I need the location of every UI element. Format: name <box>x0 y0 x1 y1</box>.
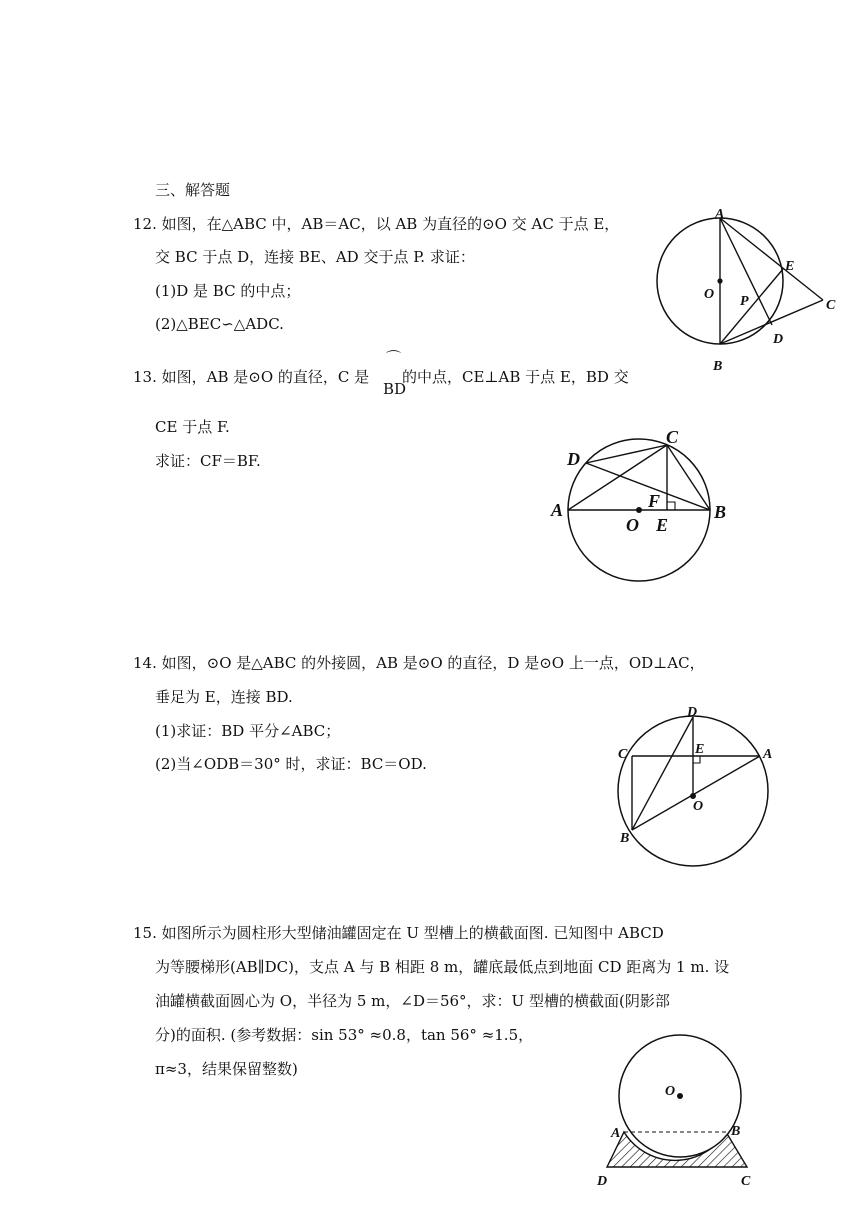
fig14-label-a: A <box>763 747 773 762</box>
fig14-label-d: D <box>687 705 698 720</box>
problem-14-line-1: 14. 如图，⊙O 是△ABC 的外接圆，AB 是⊙O 的直径，D 是⊙O 上一点，OD⊥AC， <box>133 654 705 672</box>
fig14-label-e: E <box>695 742 705 757</box>
fig15-label-c: C <box>741 1174 751 1189</box>
fig14-label-c: C <box>618 747 628 762</box>
fig12-label-c: C <box>826 298 836 313</box>
problem-13-line-2: CE 于点 F. <box>155 418 230 436</box>
problem-15-line-2: 为等腰梯形(AB∥DC)，支点 A 与 B 相距 8 m，罐底最低点到地面 CD 距离为 1 m. 设 <box>155 958 730 976</box>
fig13-label-b: B <box>714 502 727 522</box>
fig12-label-d: D <box>773 332 784 347</box>
fig15-label-b: B <box>731 1124 741 1139</box>
fig13-label-a: A <box>551 500 564 520</box>
problem-15-figure <box>585 1025 785 1199</box>
problem-13-line-1-start: 13. 如图，AB 是⊙O 的直径，C 是 <box>133 368 370 386</box>
problem-14-line-2: 垂足为 E，连接 BD. <box>155 688 293 706</box>
problem-15-line-5: π≈3，结果保留整数) <box>155 1060 298 1078</box>
fig13-label-o: O <box>626 515 639 535</box>
fig14-label-o: O <box>693 799 704 814</box>
problem-13-line-1-end: 的中点，CE⊥AB 于点 E，BD 交 <box>402 368 629 386</box>
problem-15-line-3: 油罐横截面圆心为 O，半径为 5 m，∠D＝56°，求：U 型槽的横截面(阴影部 <box>155 992 670 1010</box>
fig12-label-a: A <box>715 207 725 222</box>
problem-12-line-2: 交 BC 于点 D，连接 BE、AD 交于点 P. 求证： <box>155 248 475 266</box>
fig15-label-o: O <box>665 1084 676 1099</box>
fig14-label-b: B <box>620 831 630 846</box>
arc-symbol: ⌒ <box>386 349 402 367</box>
fig13-label-e: E <box>656 515 669 535</box>
fig15-label-a: A <box>611 1126 621 1141</box>
fig13-label-d: D <box>567 449 580 469</box>
fig12-label-o: O <box>704 287 715 302</box>
problem-14-figure <box>608 700 788 879</box>
fig15-label-d: D <box>597 1174 608 1189</box>
arc-label-bd: BD <box>383 380 407 398</box>
fig13-label-c: C <box>666 427 679 447</box>
fig13-label-f: F <box>648 491 661 511</box>
problem-13-line-3: 求证：CF＝BF. <box>155 452 261 470</box>
problem-14-line-3: (1)求证：BD 平分∠ABC； <box>155 722 341 740</box>
section-title: 三、解答题 <box>155 181 231 199</box>
problem-12-line-3: (1)D 是 BC 的中点； <box>155 282 301 300</box>
problem-12-line-1: 12. 如图，在△ABC 中，AB＝AC，以 AB 为直径的⊙O 交 AC 于点 E， <box>133 215 620 233</box>
problem-14-line-4: (2)当∠ODB＝30° 时，求证：BC＝OD. <box>155 755 427 773</box>
fig12-label-b: B <box>713 359 723 374</box>
problem-15-line-1: 15. 如图所示为圆柱形大型储油罐固定在 U 型槽上的横截面图. 已知图中 ABCD <box>133 924 664 942</box>
problem-15-line-4: 分)的面积. (参考数据：sin 53° ≈0.8，tan 56° ≈1.5， <box>155 1026 534 1044</box>
problem-12-figure <box>650 205 850 379</box>
fig12-label-e: E <box>785 259 795 274</box>
problem-12-line-4: (2)△BEC∽△ADC. <box>155 315 284 333</box>
problem-13-figure <box>540 415 740 594</box>
fig12-label-p: P <box>740 294 749 309</box>
